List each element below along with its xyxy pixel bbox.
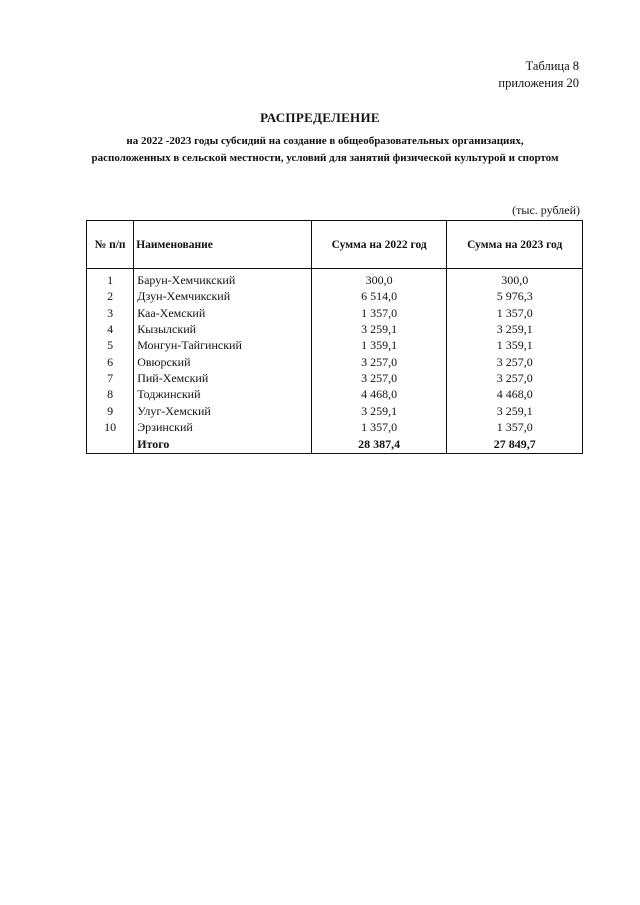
total-sum-2023: 27 849,7 bbox=[447, 435, 583, 454]
row-sum-2023: 1 359,1 bbox=[447, 337, 583, 353]
row-name: Улуг-Хемский bbox=[134, 402, 312, 418]
table-body bbox=[87, 269, 583, 454]
row-sum-2022: 1 359,1 bbox=[311, 337, 447, 353]
table-row bbox=[87, 305, 583, 321]
table-row bbox=[87, 288, 583, 304]
row-sum-2023: 3 257,0 bbox=[447, 370, 583, 386]
row-number: 3 bbox=[87, 305, 134, 321]
row-sum-2023: 1 357,0 bbox=[447, 419, 583, 435]
row-sum-2022: 3 259,1 bbox=[311, 321, 447, 337]
row-name: Барун-Хемчикский bbox=[134, 269, 312, 289]
row-sum-2022: 3 259,1 bbox=[311, 402, 447, 418]
row-sum-2023: 300,0 bbox=[447, 269, 583, 289]
row-number: 4 bbox=[87, 321, 134, 337]
table-row bbox=[87, 386, 583, 402]
row-name: Монгун-Тайгинский bbox=[134, 337, 312, 353]
row-name: Тоджинский bbox=[134, 386, 312, 402]
row-name: Дзун-Хемчикский bbox=[134, 288, 312, 304]
row-number: 7 bbox=[87, 370, 134, 386]
total-number-cell bbox=[87, 435, 134, 454]
total-sum-2022: 28 387,4 bbox=[311, 435, 447, 454]
row-name: Эрзинский bbox=[134, 419, 312, 435]
row-sum-2023: 3 259,1 bbox=[447, 321, 583, 337]
row-name: Овюрский bbox=[134, 353, 312, 369]
column-header-sum-2022: Сумма на 2022 год bbox=[311, 221, 447, 269]
row-number: 2 bbox=[87, 288, 134, 304]
table-row bbox=[87, 321, 583, 337]
column-header-number: № п/п bbox=[87, 221, 134, 269]
row-sum-2023: 5 976,3 bbox=[447, 288, 583, 304]
appendix-reference: приложения 20 bbox=[498, 76, 579, 90]
row-number: 1 bbox=[87, 269, 134, 289]
row-name: Каа-Хемский bbox=[134, 305, 312, 321]
table-row bbox=[87, 402, 583, 418]
table-reference: Таблица 8 bbox=[525, 59, 579, 73]
distribution-table bbox=[86, 220, 583, 454]
table-row bbox=[87, 269, 583, 289]
row-number: 8 bbox=[87, 386, 134, 402]
table-row bbox=[87, 419, 583, 435]
table-row bbox=[87, 337, 583, 353]
row-number: 5 bbox=[87, 337, 134, 353]
document-reference bbox=[498, 58, 579, 92]
row-sum-2023: 1 357,0 bbox=[447, 305, 583, 321]
unit-label: (тыс. рублей) bbox=[512, 203, 580, 217]
row-sum-2022: 300,0 bbox=[311, 269, 447, 289]
row-number: 10 bbox=[87, 419, 134, 435]
row-sum-2023: 3 259,1 bbox=[447, 402, 583, 418]
column-header-sum-2023: Сумма на 2023 год bbox=[447, 221, 583, 269]
document-subtitle: на 2022 -2023 годы субсидий на создание в общеобразовательных организациях, расположенных в сельской местности, условий для занятий физической культурой и спортом bbox=[91, 135, 559, 164]
row-sum-2023: 3 257,0 bbox=[447, 353, 583, 369]
row-name: Кызылский bbox=[134, 321, 312, 337]
row-number: 9 bbox=[87, 402, 134, 418]
table-row bbox=[87, 353, 583, 369]
document-title: РАСПРЕДЕЛЕНИЕ bbox=[260, 110, 380, 125]
total-label: Итого bbox=[134, 435, 312, 454]
row-sum-2022: 3 257,0 bbox=[311, 370, 447, 386]
total-row bbox=[87, 435, 583, 454]
row-name: Пий-Хемский bbox=[134, 370, 312, 386]
row-sum-2022: 1 357,0 bbox=[311, 419, 447, 435]
row-sum-2022: 4 468,0 bbox=[311, 386, 447, 402]
row-sum-2023: 4 468,0 bbox=[447, 386, 583, 402]
row-sum-2022: 3 257,0 bbox=[311, 353, 447, 369]
column-header-name: Наименование bbox=[134, 221, 312, 269]
table-row bbox=[87, 370, 583, 386]
row-sum-2022: 1 357,0 bbox=[311, 305, 447, 321]
table-header-row bbox=[87, 221, 583, 269]
row-number: 6 bbox=[87, 353, 134, 369]
row-sum-2022: 6 514,0 bbox=[311, 288, 447, 304]
